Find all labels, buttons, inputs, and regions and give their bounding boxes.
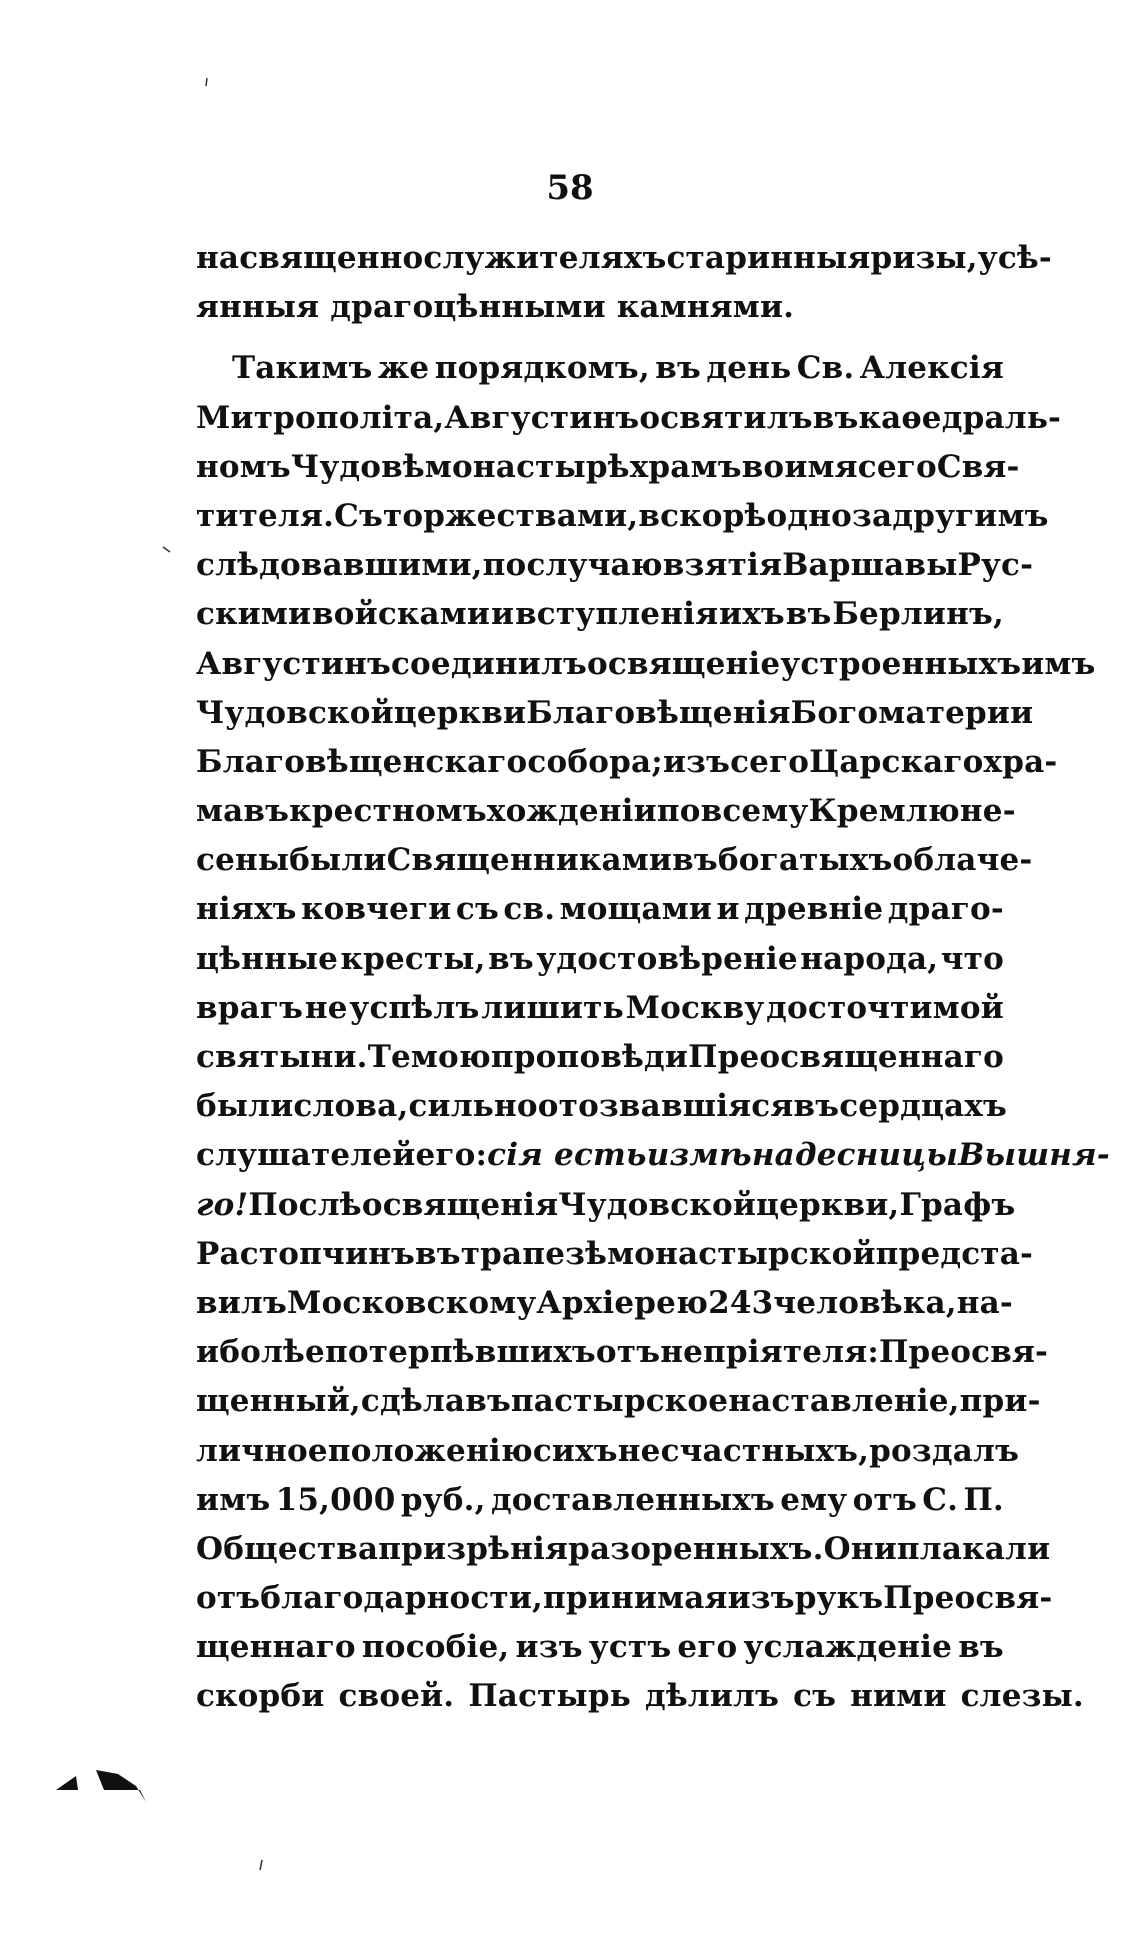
word: Царскаго xyxy=(809,743,984,780)
text-line xyxy=(196,492,1049,541)
word: го! xyxy=(196,1186,249,1223)
word: несчастныхъ, xyxy=(617,1432,870,1469)
word: въ xyxy=(812,399,859,436)
word: что xyxy=(940,940,1004,977)
word: святыни. xyxy=(196,1039,368,1075)
word: по xyxy=(482,547,527,584)
word: драго- xyxy=(887,891,1004,928)
word: Преосвя- xyxy=(878,1334,1049,1371)
word: трапезѣ xyxy=(460,1235,608,1272)
word: Преосвя- xyxy=(883,1580,1053,1617)
word: непріятеля: xyxy=(660,1334,879,1371)
text-line xyxy=(196,443,1020,492)
text-line xyxy=(196,689,1034,738)
word: Такимъ xyxy=(232,350,373,387)
word: вилъ xyxy=(196,1284,287,1321)
word: по xyxy=(656,793,701,830)
word: соединилъ xyxy=(390,645,588,682)
text-line xyxy=(196,1427,1020,1476)
word: Варшавы xyxy=(782,547,958,584)
text-line xyxy=(196,1672,1084,1721)
word: отъ xyxy=(595,1334,661,1371)
word: монастырской xyxy=(607,1235,876,1272)
word: потерпѣвшихъ xyxy=(324,1334,596,1371)
ink-mark-left xyxy=(56,1776,78,1790)
word: ихъ xyxy=(719,596,785,633)
word: древніе xyxy=(744,891,884,928)
word: П. xyxy=(963,1481,1004,1518)
word: врагъ xyxy=(196,989,304,1026)
word: доставленныхъ xyxy=(490,1481,775,1518)
word: монастырѣ xyxy=(424,448,630,485)
word: Московскому xyxy=(286,1284,537,1321)
text-line xyxy=(196,541,1034,590)
word: ма xyxy=(196,793,244,830)
word: въ xyxy=(488,940,534,977)
word: предста- xyxy=(875,1235,1034,1272)
word: Благовѣщенскаго xyxy=(196,743,528,780)
speck-top xyxy=(206,78,207,86)
word: своей. xyxy=(338,1678,455,1715)
word: сего xyxy=(857,448,937,485)
word: благодарности, xyxy=(260,1580,544,1617)
word: рукъ xyxy=(794,1580,884,1617)
text-line xyxy=(196,283,1004,332)
word: старинныя xyxy=(666,240,871,276)
word: ними xyxy=(850,1678,947,1715)
word: въ xyxy=(958,1629,1004,1666)
word: Священниками xyxy=(386,842,673,879)
word: съ xyxy=(793,1678,837,1715)
word: Послѣ xyxy=(248,1186,362,1223)
word: храмъ xyxy=(629,448,742,485)
speck-bottom xyxy=(260,1860,262,1870)
word: сильно xyxy=(408,1088,538,1125)
word: Алексія xyxy=(859,350,1004,387)
word: проповѣди xyxy=(490,1039,689,1075)
word: услажденіе xyxy=(743,1629,953,1666)
word: Графъ xyxy=(899,1186,1016,1223)
word: взятія xyxy=(662,547,783,584)
word: Общества xyxy=(196,1530,379,1567)
word: ковчеги xyxy=(301,891,452,928)
text-line xyxy=(196,885,1004,934)
word: Рус- xyxy=(957,547,1034,584)
word: за xyxy=(852,497,893,534)
text-line xyxy=(196,640,1096,689)
word: успѣлъ xyxy=(349,989,480,1026)
word: его: xyxy=(415,1137,488,1174)
word: измѣна xyxy=(646,1137,795,1174)
text-line xyxy=(196,590,1004,639)
word: не xyxy=(304,989,348,1026)
word: Августинъ xyxy=(444,399,640,436)
word: день xyxy=(706,350,792,387)
word: Архіерею xyxy=(536,1284,709,1321)
word: на- xyxy=(956,1284,1013,1321)
text-line xyxy=(196,787,1016,836)
text-line xyxy=(196,738,1058,787)
word: цѣнные xyxy=(196,940,339,977)
word: ему xyxy=(780,1481,848,1518)
word: разоренныхъ. xyxy=(568,1530,824,1567)
word: освященіе xyxy=(587,645,781,682)
word: Свя- xyxy=(936,448,1020,485)
text-line xyxy=(196,1525,1051,1574)
word: личное xyxy=(196,1432,328,1469)
word: изъ xyxy=(727,1580,795,1617)
word: при- xyxy=(959,1383,1041,1420)
word: отозвавшіяся xyxy=(537,1088,794,1125)
word: одно xyxy=(766,497,853,534)
word: Берлинъ, xyxy=(832,596,1004,633)
text-line xyxy=(196,1033,1004,1082)
word: вскорѣ xyxy=(638,497,767,534)
word: руб., xyxy=(400,1481,486,1518)
text-line xyxy=(196,1328,1049,1377)
word: отъ xyxy=(196,1580,261,1617)
word: 15,000 xyxy=(275,1481,396,1518)
word: Они xyxy=(823,1530,897,1567)
word: янныя драгоцѣнными камнями. xyxy=(196,289,795,326)
word: кресты, xyxy=(340,940,486,977)
text-line xyxy=(196,394,1062,443)
word: не- xyxy=(959,793,1016,830)
word: плакали xyxy=(896,1530,1051,1567)
word: слова, xyxy=(293,1088,409,1125)
text-line xyxy=(196,1181,1016,1230)
word: мощами xyxy=(559,891,713,928)
word: во xyxy=(741,448,785,485)
text-line xyxy=(196,1279,1013,1328)
word: имъ xyxy=(1021,645,1096,682)
word: хожденіи xyxy=(486,793,657,830)
word: скими xyxy=(196,596,312,633)
word: десницы xyxy=(794,1137,959,1174)
text-line xyxy=(196,1082,1007,1131)
word: пастырское xyxy=(510,1383,729,1420)
word: народа, xyxy=(800,940,939,977)
word: Богоматери xyxy=(790,694,1011,731)
word: въ xyxy=(243,793,290,830)
word: номъ xyxy=(196,448,291,485)
word: человѣка, xyxy=(773,1284,957,1321)
text-line xyxy=(196,836,1033,885)
word: изъ xyxy=(515,1629,583,1666)
text-line xyxy=(196,935,1004,984)
word: съ xyxy=(455,891,499,928)
word: Августинъ xyxy=(196,645,391,682)
word: призрѣнія xyxy=(378,1530,569,1567)
word: и xyxy=(491,596,515,633)
word: сены xyxy=(196,842,290,879)
word: Чудовѣ xyxy=(290,448,425,485)
word: священнослужителяхъ xyxy=(239,240,667,276)
word: усѣ- xyxy=(977,240,1052,276)
word: св. xyxy=(503,891,556,928)
word: Кремлю xyxy=(808,793,960,830)
word: принимая xyxy=(543,1580,728,1617)
text-line xyxy=(196,344,1004,393)
word: и xyxy=(1010,694,1034,731)
word: щеннаго xyxy=(196,1629,356,1666)
word: войсками xyxy=(312,596,491,633)
word: наставленіе, xyxy=(728,1383,960,1420)
word: облаче- xyxy=(892,842,1033,879)
word: роздалъ xyxy=(869,1432,1020,1469)
text-line xyxy=(196,234,1052,283)
word: каѳедраль- xyxy=(858,399,1062,436)
text-line xyxy=(196,1623,1004,1672)
word: лишить xyxy=(481,989,624,1026)
word: въ xyxy=(785,596,832,633)
word: церкви xyxy=(393,694,527,731)
word: Чудовской xyxy=(196,694,394,731)
word: иболѣе xyxy=(196,1334,325,1371)
word: слезы. xyxy=(960,1678,1084,1715)
word: же xyxy=(377,350,430,387)
word: Растопчинъ xyxy=(196,1235,415,1272)
word: случаю xyxy=(526,547,663,584)
speck-margin xyxy=(163,547,170,552)
word: имъ xyxy=(196,1481,271,1518)
word: были xyxy=(196,1088,294,1125)
word: вступленія xyxy=(515,596,719,633)
word: Митрополіта, xyxy=(196,399,445,436)
word: тителя. xyxy=(196,497,335,534)
word: сдѣлавъ xyxy=(360,1383,511,1420)
ink-mark-right xyxy=(96,1770,146,1802)
text-line xyxy=(196,1476,1004,1525)
word: въ xyxy=(793,1088,840,1125)
word: дѣлилъ xyxy=(644,1678,780,1715)
word: устроенныхъ xyxy=(780,645,1022,682)
text-line xyxy=(196,1377,1041,1426)
word: освященія xyxy=(361,1186,559,1223)
word: ризы, xyxy=(870,240,978,276)
text-line xyxy=(196,1131,1110,1180)
word: въ xyxy=(655,350,702,387)
word: слушателей xyxy=(196,1137,416,1174)
word: ніяхъ xyxy=(196,891,297,928)
word: 243 xyxy=(708,1284,774,1321)
word: устъ xyxy=(588,1629,672,1666)
word: С. xyxy=(922,1481,959,1518)
word: и xyxy=(716,891,740,928)
word: пособіе, xyxy=(361,1629,510,1666)
page-number: 58 xyxy=(546,168,594,208)
word: его xyxy=(677,1629,738,1666)
word: собора; xyxy=(527,743,663,780)
word: Темою xyxy=(367,1039,491,1075)
word: въ xyxy=(415,1235,461,1272)
body-text xyxy=(196,234,1110,1722)
word: Пастырь xyxy=(468,1678,631,1715)
word: отъ xyxy=(852,1481,917,1518)
word: имя xyxy=(784,448,858,485)
word: сего xyxy=(730,743,810,780)
text-line xyxy=(196,1230,1034,1279)
word: въ xyxy=(672,842,718,879)
word: всему xyxy=(700,793,809,830)
word: изъ xyxy=(662,743,731,780)
text-line xyxy=(196,1574,1053,1623)
word: на xyxy=(196,240,240,276)
word: хра- xyxy=(983,743,1058,780)
word: другимъ xyxy=(892,497,1049,534)
word: слѣдовавшими, xyxy=(196,547,483,584)
word: Съ xyxy=(334,497,383,534)
word: Благовѣщенія xyxy=(526,694,791,731)
word: Москву xyxy=(625,989,765,1026)
word: Чудовской xyxy=(558,1186,757,1223)
word: сердцахъ xyxy=(839,1088,1007,1125)
word: порядкомъ, xyxy=(434,350,650,387)
word: сихъ xyxy=(532,1432,618,1469)
word: церкви, xyxy=(756,1186,900,1223)
word: Св. xyxy=(796,350,855,387)
word: были xyxy=(289,842,387,879)
word: богатыхъ xyxy=(717,842,893,879)
word: досточтимой xyxy=(766,989,1004,1026)
word: щенный, xyxy=(196,1383,361,1420)
word: Преосвященнаго xyxy=(688,1039,1004,1075)
word: удостовѣреніе xyxy=(536,940,798,977)
word: освятилъ xyxy=(639,399,813,436)
word: положенію xyxy=(327,1432,533,1469)
word: Вышня- xyxy=(958,1137,1110,1174)
word: сія есть xyxy=(487,1137,647,1174)
word: торжествами, xyxy=(382,497,639,534)
word: скорби xyxy=(196,1678,325,1715)
word: крестномъ xyxy=(289,793,487,830)
text-line xyxy=(196,984,1004,1033)
